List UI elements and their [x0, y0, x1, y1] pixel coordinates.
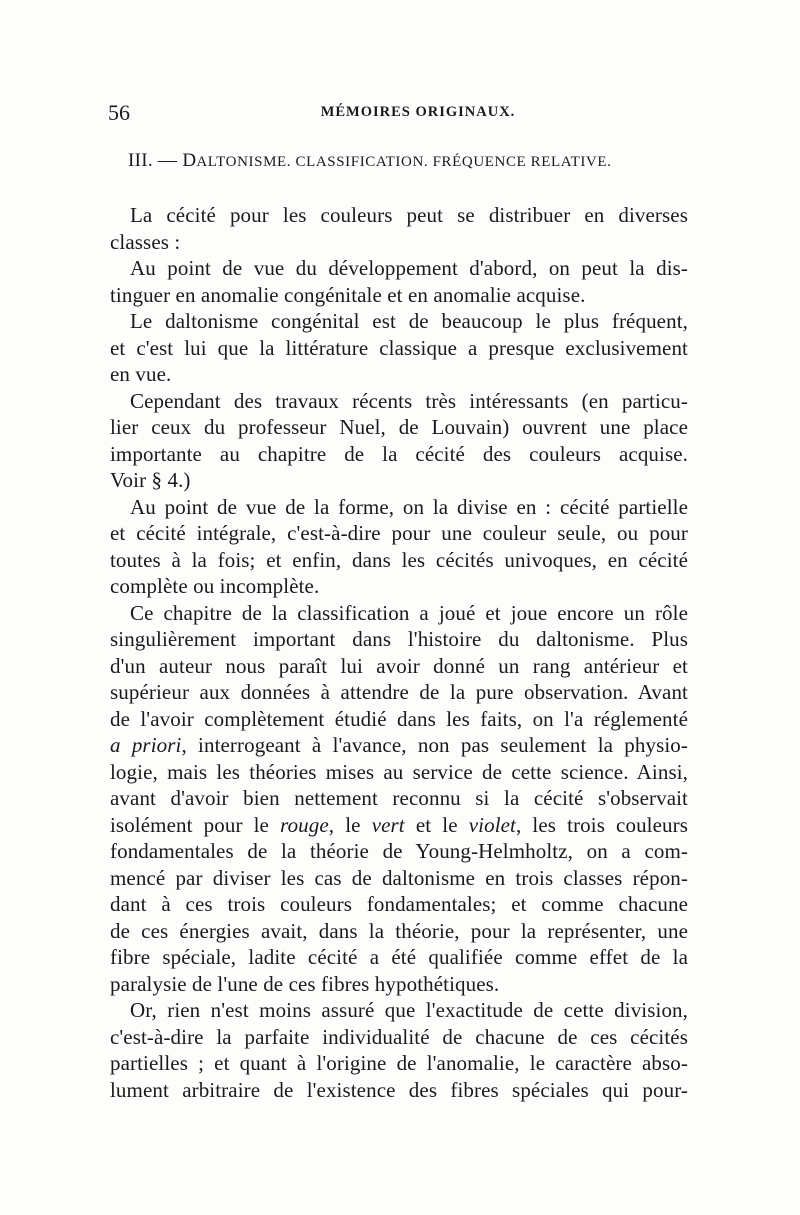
- text-line: Au point de vue de la forme, on la divise en : cécité partielle: [130, 494, 688, 519]
- text-line: tinguer en anomalie congénitale et en anomalie acquise.: [110, 282, 586, 307]
- text-line: partielles ; et quant à l'origine de l'anomalie, le caractère abso-: [110, 1051, 688, 1075]
- text-line: classes :: [110, 229, 181, 254]
- text-line: complète ou incomplète.: [110, 574, 320, 598]
- text-line: Cependant des travaux récents très intéressants (en particu-: [130, 388, 688, 413]
- italic-a-priori: a priori: [110, 733, 182, 757]
- page-number: 56: [108, 100, 130, 125]
- italic-vert: vert: [371, 812, 405, 837]
- text-line: fibre spéciale, ladite cécité a été qualifiée comme effet de la: [110, 945, 688, 969]
- text-line: Or, rien n'est moins assuré que l'exactitude de cette division,: [130, 998, 688, 1022]
- text-line: singulièrement important dans l'histoire du daltonisme. Plus: [110, 627, 688, 651]
- text-line: en vue.: [110, 362, 172, 386]
- text-line: Au point de vue du développement d'abord, on peut la dis-: [130, 256, 688, 280]
- text-line: importante au chapitre de la cécité des couleurs acquise.: [110, 441, 688, 466]
- text-fragment: , les trois couleurs: [515, 812, 689, 837]
- section-title-text: ALTONISME. CLASSIFICATION. FRÉQUENCE RELATIVE.: [196, 154, 612, 170]
- text-line: logie, mais les théories mises au service de cette science. Ainsi,: [110, 759, 688, 784]
- section-title: [128, 150, 688, 172]
- text-line: de ces énergies avait, dans la théorie, pour la représenter, une: [110, 918, 688, 943]
- text-line: Voir § 4.): [110, 468, 191, 492]
- text-line: toutes à la fois; et enfin, dans les cécités univoques, en cécité: [110, 547, 688, 572]
- italic-rouge: rouge: [280, 812, 329, 837]
- text-line: et cécité intégrale, c'est-à-dire pour une couleur seule, ou pour: [110, 521, 688, 545]
- text-line: Le daltonisme congénital est de beaucoup le plus fréquent,: [130, 309, 688, 333]
- text-fragment: , interrogeant à l'avance, non pas seulement la physio-: [181, 733, 688, 757]
- body-text: [110, 202, 688, 1103]
- text-fragment: isolément pour le: [110, 812, 281, 837]
- text-line: fondamentales de la théorie de Young-Helmholtz, on a com-: [110, 839, 688, 863]
- text-line: lier ceux du professeur Nuel, de Louvain) ouvrent une place: [110, 415, 688, 439]
- text-line: lument arbitraire de l'existence des fibres spéciales qui pour-: [110, 1077, 688, 1102]
- text-line: et c'est lui que la littérature classique a presque exclusivement: [110, 335, 688, 360]
- text-line: mencé par diviser les cas de daltonisme en trois classes répon-: [110, 865, 688, 890]
- text-fragment: , le: [328, 812, 372, 837]
- text-line: dant à ces trois couleurs fondamentales; et comme chacune: [110, 892, 688, 916]
- section-numeral: III. — D: [128, 150, 197, 171]
- text-line: de l'avoir complètement étudié dans les faits, on l'a réglementé: [110, 706, 688, 731]
- text-line: d'un auteur nous paraît lui avoir donné un rang antérieur et: [110, 653, 688, 678]
- text-line-italic-a-priori: [110, 732, 688, 759]
- text-line: c'est-à-dire la parfaite individualité de chacune de ces cécités: [110, 1024, 688, 1049]
- text-line: Ce chapitre de la classification a joué et joue encore un rôle: [130, 600, 688, 625]
- text-line: avant d'avoir bien nettement reconnu si la cécité s'observait: [110, 786, 688, 810]
- text-line-italic-colors: [110, 812, 688, 839]
- text-line: supérieur aux données à attendre de la pure observation. Avant: [110, 680, 688, 704]
- page-header: [108, 100, 688, 128]
- italic-violet: violet: [468, 812, 516, 837]
- running-head: MÉMOIRES ORIGINAUX.: [320, 104, 516, 120]
- text-line: La cécité pour les couleurs peut se distribuer en diverses: [130, 203, 688, 227]
- text-fragment: et le: [404, 812, 469, 837]
- text-line: paralysie de l'une de ces fibres hypothétiques.: [110, 971, 500, 996]
